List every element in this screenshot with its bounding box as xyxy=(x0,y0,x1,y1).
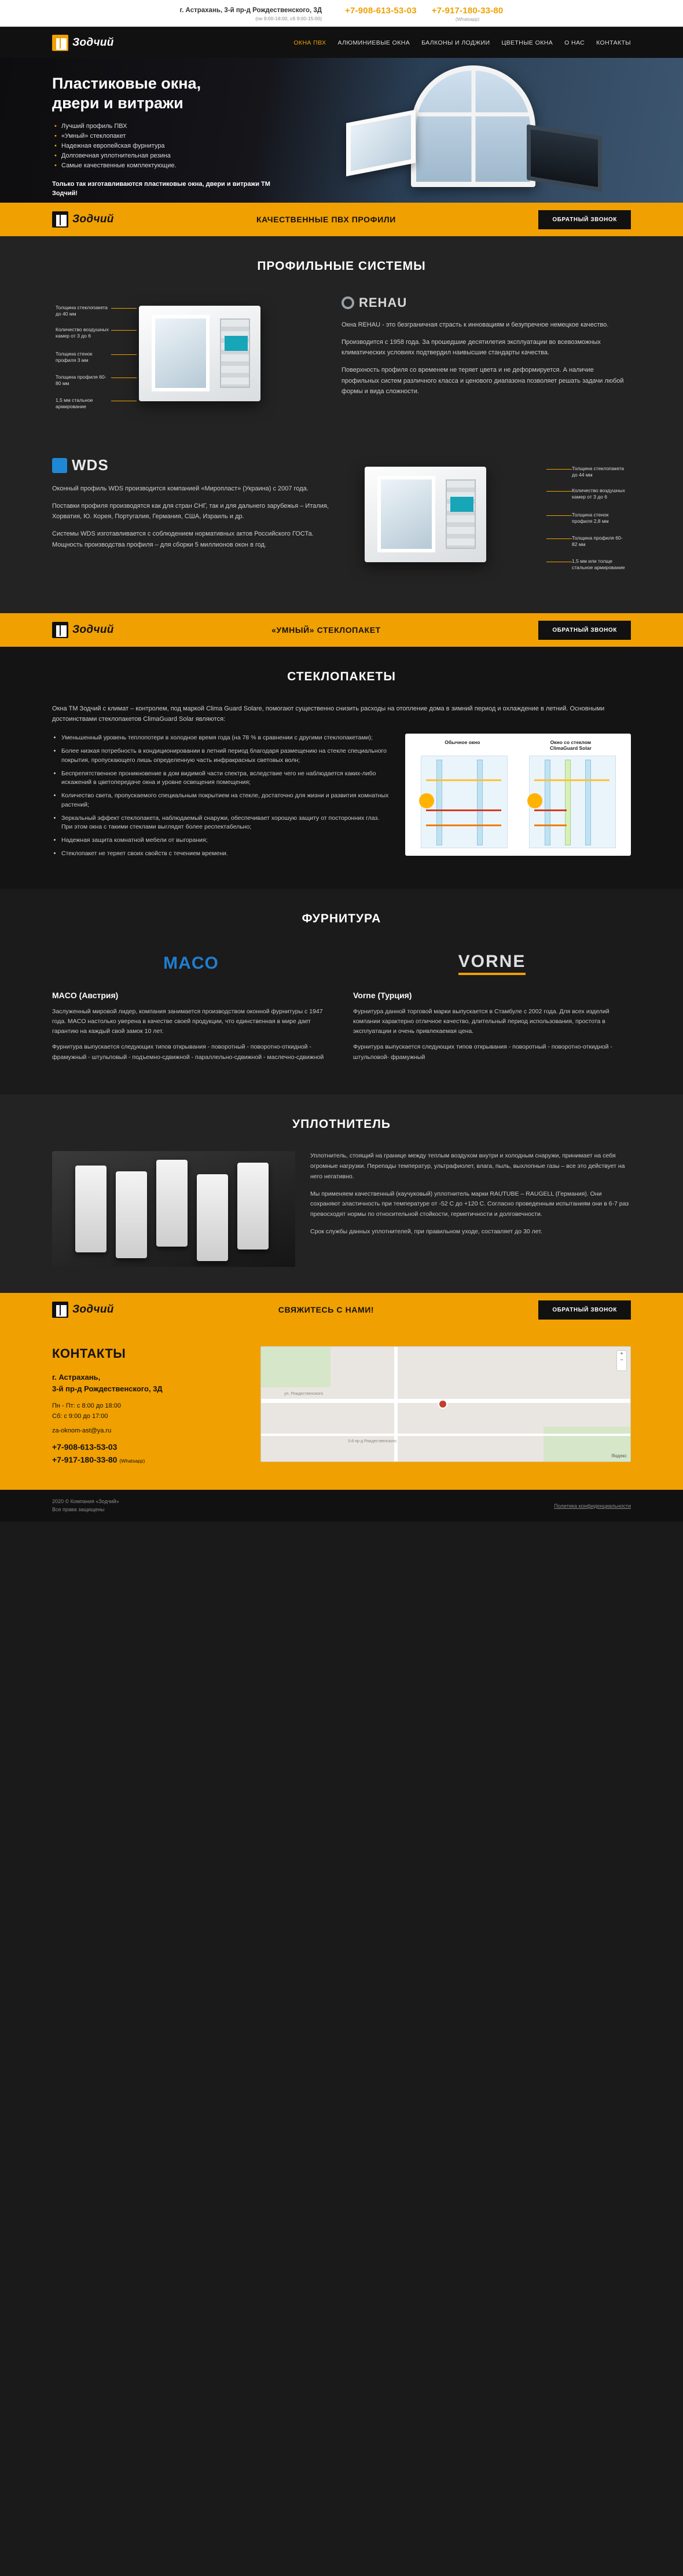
glass-benefit: • Надежная защита комнатной мебели от выгорания; xyxy=(61,836,390,845)
glass-pane xyxy=(377,476,435,552)
glass-benefit: • Зеркальный эффект стеклопакета, наблюдаемый снаружи, обеспечивает хорошую защиту от посторонних глаз. При этом окна с такими стеклами выглядят более респектабельно; xyxy=(61,814,390,833)
glass-units-section xyxy=(0,647,683,889)
wds-text xyxy=(52,454,342,557)
glass-comparison-figure xyxy=(405,734,631,856)
seal-strip xyxy=(237,1163,269,1249)
nav-item-about[interactable]: О НАС xyxy=(564,39,585,46)
reinforcement-block xyxy=(225,336,248,351)
seal-paragraph: Уплотнитель, стоящий на границе между теплым воздухом внутри и холодным снаружи, принимает на себя огромные нагрузки. Перепады температур, ультрафиолет, влага, пыль, выхлопные газы – все это действует на него негативно. xyxy=(310,1152,625,1180)
map-street-label: ул. Рождественского xyxy=(284,1392,324,1397)
nav-item-color-windows[interactable]: ЦВЕТНЫЕ ОКНА xyxy=(501,39,553,46)
rehau-logo xyxy=(342,295,631,310)
rehau-profile-visual xyxy=(52,293,324,426)
phone-number-2[interactable]: +7-917-180-33-80 xyxy=(431,6,504,16)
hero-bullet: • Долговечная уплотнительная резина xyxy=(61,152,631,159)
footer-copyright: 2020 © Компания «Зодчий» xyxy=(52,1498,119,1505)
phone-note-2: (Whatsapp) xyxy=(455,17,480,22)
profiles-section xyxy=(0,236,683,613)
cta-logo-text: Зодчий xyxy=(72,213,114,225)
top-bar-hours: (пн 9:00-18:00, сб 9:00-15:00) xyxy=(255,16,322,21)
callout-wds-3: Толщина стенок профиля 2,8 мм xyxy=(572,512,627,525)
main-navigation xyxy=(0,27,683,58)
wds-logo xyxy=(52,456,342,474)
hero-footer-text: Только так изготавливаются пластиковые окна, двери и витражи ТМ Зодчий! xyxy=(52,180,270,197)
figure-label-solar-1: Окно со стеклом xyxy=(550,739,592,746)
heat-ray-arrow xyxy=(426,809,501,811)
profile-chambers xyxy=(220,318,250,388)
glass-benefit: • Количество света, пропускаемого специальным покрытием на стекле, достаточно для жизни и развития комнатных растений; xyxy=(61,792,390,810)
callout-rehau-2: Количество воздушных камер от 3 до 6 xyxy=(56,327,111,340)
contacts-email[interactable]: za-oknom-ast@ya.ru xyxy=(52,1427,112,1435)
rehau-logo-text: REHAU xyxy=(359,295,407,310)
map-side-label: 3-й пр-д Рождественского xyxy=(348,1439,396,1444)
hero-title-line2: двери и витражи xyxy=(52,94,183,112)
profile-row-rehau xyxy=(52,293,631,426)
cta-logo-3[interactable] xyxy=(52,1302,114,1318)
cta-title-1: КАЧЕСТВЕННЫЕ ПВХ ПРОФИЛИ xyxy=(256,215,396,224)
page-footer xyxy=(0,1490,683,1522)
seal-paragraph: Срок службы данных уплотнителей, при правильном уходе, составляет до 30 лет. xyxy=(310,1228,542,1236)
wds-paragraph: Поставки профиля производятся как для стран СНГ, так и для дальнего зарубежья – Италия, Хорватия, Ю. Корея, Португалия, Германия, США, Израиль и др. xyxy=(52,503,329,521)
rehau-paragraph: Поверхность профиля со временем не теряет цвета и не деформируется. А наличие профильных систем различного класса и ценового диапазона позволяет решать задачи любой формы и вида сложности. xyxy=(342,367,624,395)
callout-wds-4: Толщина профиля 60-82 мм xyxy=(572,535,627,548)
top-bar-address-block xyxy=(180,6,322,21)
figure-label-ordinary: Обычное окно xyxy=(445,739,480,746)
footer-rights: Все права защищены xyxy=(52,1506,105,1512)
window-logo-icon xyxy=(52,1302,68,1318)
cta-bar-glass xyxy=(0,613,683,647)
profiles-title: ПРОФИЛЬНЫЕ СИСТЕМЫ xyxy=(257,259,426,273)
window-logo-icon xyxy=(52,35,68,51)
glass-layer xyxy=(585,760,591,845)
fitting-vorne xyxy=(353,946,631,1069)
ir-ray-arrow xyxy=(534,825,567,826)
contacts-hours-saturday: Сб: с 9:00 до 17:00 xyxy=(52,1412,108,1420)
contacts-hours-weekday: Пн - Пт: с 8:00 до 18:00 xyxy=(52,1402,121,1410)
seal-strip xyxy=(116,1171,147,1258)
maco-paragraph: Фурнитура выпускается следующих типов открывания - поворотный - поворотно-откидной - фрамужный - штульповый - подъемно-сдвижной - параллельно-сдвижной - маслечно-сдвижной xyxy=(52,1043,324,1061)
ir-ray-arrow xyxy=(426,825,501,826)
top-bar-address: г. Астрахань, 3-й пр-д Рождественского, 3Д xyxy=(179,7,322,14)
seal-strip xyxy=(156,1160,188,1247)
phone-block-2[interactable] xyxy=(432,6,504,22)
hero-banner xyxy=(0,58,683,203)
cta-logo-text: Зодчий xyxy=(72,624,114,636)
glass-benefit: • Более низкая потребность в кондиционировании в летний период благодаря размещению на стекле специального покрытия, пропускающего лишь определенную часть инфракрасных световых волн; xyxy=(61,747,390,765)
rehau-mark-icon xyxy=(342,296,354,309)
reinforcement-block xyxy=(450,497,473,512)
map-marker[interactable] xyxy=(438,1399,447,1409)
glass-title: СТЕКЛОПАКЕТЫ xyxy=(287,670,396,683)
wds-paragraph: Оконный профиль WDS производится компанией «Миропласт» (Украина) с 2007 года. xyxy=(52,485,309,492)
top-bar xyxy=(0,0,683,27)
site-logo[interactable] xyxy=(52,35,114,51)
map-road xyxy=(261,1434,630,1436)
glass-layer xyxy=(436,760,442,845)
callout-wds-1: Толщина стеклопакета до 44 мм xyxy=(572,466,627,479)
logo-text: Зодчий xyxy=(72,36,114,49)
rehau-text xyxy=(342,293,631,404)
seal-section xyxy=(0,1094,683,1293)
glass-benefits xyxy=(52,734,390,862)
sun-icon xyxy=(527,793,542,808)
hero-title-line1: Пластиковые окна, xyxy=(52,75,201,92)
privacy-policy-link[interactable]: Политика конфиденциальности xyxy=(554,1503,631,1509)
phone-block-1[interactable] xyxy=(345,6,417,22)
phone-number-1[interactable]: +7-908-613-53-03 xyxy=(345,6,417,16)
glass-benefit: • Беспрепятственное проникновение в дом видимой части спектра, вследствие чего не наблюдается каких-либо искажений в цветопередаче окна и уровне освещения помещения; xyxy=(61,769,390,788)
contacts-address xyxy=(52,1372,243,1394)
callout-wds-5: 1,5 мм или толще стальное армирование xyxy=(572,558,627,571)
callout-wds-2: Количество воздушных камер от 3 до 6 xyxy=(572,488,627,501)
glass-benefit: • Уменьшенный уровень теплопотери в холодное время года (на 78 % в сравнении с другими стеклопакетами); xyxy=(61,734,390,743)
wds-profile-visual xyxy=(359,454,631,587)
fitting-maco xyxy=(52,946,330,1069)
cta-logo-text: Зодчий xyxy=(72,1303,114,1316)
vorne-logo-text: VORNE xyxy=(458,952,526,975)
wds-mark-icon xyxy=(52,458,67,473)
cta-bar-contact xyxy=(0,1293,683,1327)
tilt-window-image xyxy=(346,109,416,176)
location-map[interactable] xyxy=(260,1346,631,1462)
map-attribution: Яндекс xyxy=(611,1453,627,1459)
vorne-logo xyxy=(353,946,631,981)
callout-rehau-4: Толщина профиля 60-80 мм xyxy=(56,374,111,387)
figure-label-solar-2: ClimaGuard Solar xyxy=(549,745,592,752)
hero-bullet: • Самые качественные комплектующие. xyxy=(61,162,631,169)
callback-button-2[interactable]: ОБРАТНЫЙ ЗВОНОК xyxy=(538,621,631,640)
coated-glass-layer xyxy=(565,760,571,845)
sun-shade-window-image xyxy=(527,124,602,192)
seal-strip xyxy=(75,1166,107,1252)
nav-item-pvh-windows[interactable]: ОКНА ПВХ xyxy=(293,39,326,46)
ordinary-window-diagram xyxy=(421,756,508,848)
map-zoom-controls[interactable] xyxy=(616,1350,627,1371)
wds-profile-cutaway xyxy=(365,467,486,562)
cta-logo-1[interactable] xyxy=(52,211,114,228)
maco-heading: MACO (Австрия) xyxy=(52,990,119,1000)
map-road xyxy=(394,1347,398,1461)
seal-paragraph: Мы применяем качественный (каучуковый) уплотнитель марки RAUTUBE – RAUGELL (Германия). Они сохраняют эластичность при температуре от -52 С до +120 С. Согласно проведенным испытаниям они в 6-7 раз превосходят нормы по относительной стойкости, герметичности и долговечности. xyxy=(310,1190,629,1218)
callback-button-1[interactable]: ОБРАТНЫЙ ЗВОНОК xyxy=(538,210,631,229)
contacts-phone-1[interactable]: +7-908-613-53-03 xyxy=(52,1442,117,1452)
profile-chambers xyxy=(446,479,476,549)
light-ray-arrow xyxy=(426,779,501,781)
footer-copyright-block xyxy=(52,1498,119,1514)
glass-intro: Окна ТМ Зодчий с климат – контролем, под маркой Clima Guard Solare, помогают существенно снизить расходы на отопление дома в зимний период и охлаждение в летний. Основными достоинствами стеклопакетов ClimaGuard Solar являются: xyxy=(52,705,605,723)
map-green-area xyxy=(261,1347,331,1387)
seal-photo xyxy=(52,1151,295,1267)
contacts-phone-2[interactable] xyxy=(52,1455,243,1464)
contacts-hours xyxy=(52,1401,243,1421)
seal-strip xyxy=(197,1174,228,1261)
arched-window-image xyxy=(411,65,535,187)
callout-rehau-3: Толщина стенок профиля 3 мм xyxy=(56,351,111,364)
wds-paragraph: Системы WDS изготавливается с соблюдением нормативных актов Российского ГОСТа. Мощность производства профиля – для сборки 5 миллионов окон в год. xyxy=(52,530,314,548)
contacts-address-line1: г. Астрахань, xyxy=(52,1373,101,1382)
hero-bullet: • Лучший профиль ПВХ xyxy=(61,123,631,130)
nav-item-aluminium-windows[interactable]: АЛЮМИНИЕВЫЕ ОКНА xyxy=(337,39,410,46)
callout-rehau-1: Толщина стеклопакета до 40 мм xyxy=(56,305,111,318)
seal-text xyxy=(310,1151,631,1267)
wds-logo-text: WDS xyxy=(72,456,109,474)
glass-layer xyxy=(477,760,483,845)
maco-paragraph: Заслуженный мировой лидер, компания занимается производством оконной фурнитуры с 1947 года. MACO настолько уверена в качестве своей продукции, что единственная в мире дает гарантию на каждый свой замок 10 лет. xyxy=(52,1007,323,1035)
cta-title-3: СВЯЖИТЕСЬ С НАМИ! xyxy=(278,1305,374,1315)
glass-layer xyxy=(545,760,550,845)
window-logo-icon xyxy=(52,211,68,228)
contacts-phone-2-note: (Whatsapp) xyxy=(119,1458,145,1464)
vorne-heading: Vorne (Турция) xyxy=(353,990,412,1000)
contacts-phone-2-number[interactable]: +7-917-180-33-80 xyxy=(52,1455,117,1465)
maco-logo xyxy=(52,946,330,981)
maco-logo-text: MACO xyxy=(163,953,219,973)
contacts-address-line2: 3-й пр-д Рождественского, 3Д xyxy=(52,1384,163,1393)
seal-title: УПЛОТНИТЕЛЬ xyxy=(292,1117,391,1131)
callout-rehau-5: 1,5 мм стальное армирование xyxy=(56,397,111,411)
heat-ray-arrow xyxy=(534,809,567,811)
fittings-title: ФУРНИТУРА xyxy=(302,911,381,925)
vorne-paragraph: Фурнитура выпускается следующих типов открывания - поворотный - поворотно-откидной - штульповой- фрамужный xyxy=(353,1043,612,1061)
map-zoom-in-button[interactable]: + xyxy=(620,1351,623,1358)
contacts-section xyxy=(0,1327,683,1490)
solar-window-diagram xyxy=(529,756,616,848)
sun-icon xyxy=(419,793,434,808)
profile-row-wds xyxy=(52,454,631,587)
hero-bullet: • Надежная европейская фурнитура xyxy=(61,142,631,149)
rehau-paragraph: Окна REHAU - это безграничная страсть к инновациям и безупречное немецкое качество. xyxy=(342,321,609,328)
nav-item-balconies[interactable]: БАЛКОНЫ И ЛОДЖИИ xyxy=(421,39,490,46)
nav-links xyxy=(293,39,631,46)
top-bar-phones xyxy=(345,6,503,22)
rehau-paragraph: Производится с 1958 года. За прошедшие десятилетия эксплуатации во всевозможных климатических условиях подтвердил наивысшие стандарты качества. xyxy=(342,339,601,357)
callback-button-3[interactable]: ОБРАТНЫЙ ЗВОНОК xyxy=(538,1300,631,1320)
cta-bar-profiles xyxy=(0,203,683,236)
nav-item-contacts[interactable]: КОНТАКТЫ xyxy=(596,39,631,46)
window-logo-icon xyxy=(52,622,68,638)
map-zoom-out-button[interactable]: − xyxy=(620,1357,623,1364)
glass-benefit: • Стеклопакет не теряет своих свойств с течением времени. xyxy=(61,849,390,859)
glass-pane xyxy=(152,315,210,391)
vorne-paragraph: Фурнитура данной торговой марки выпускается в Стамбуле с 2002 года. Для всех изделий компании характерно отличное качество, длительный период использования, простота в эксплуатации и очень привлекаемая цена. xyxy=(353,1007,609,1035)
cta-title-2: «УМНЫЙ» СТЕКЛОПАКЕТ xyxy=(271,625,381,635)
fittings-section xyxy=(0,889,683,1095)
hero-illustration xyxy=(336,61,637,200)
contacts-title: КОНТАКТЫ xyxy=(52,1346,126,1361)
cta-logo-2[interactable] xyxy=(52,622,114,638)
light-ray-arrow xyxy=(534,779,609,781)
rehau-profile-cutaway xyxy=(139,306,260,401)
hero-bullet: • «Умный» стеклопакет xyxy=(61,133,631,140)
